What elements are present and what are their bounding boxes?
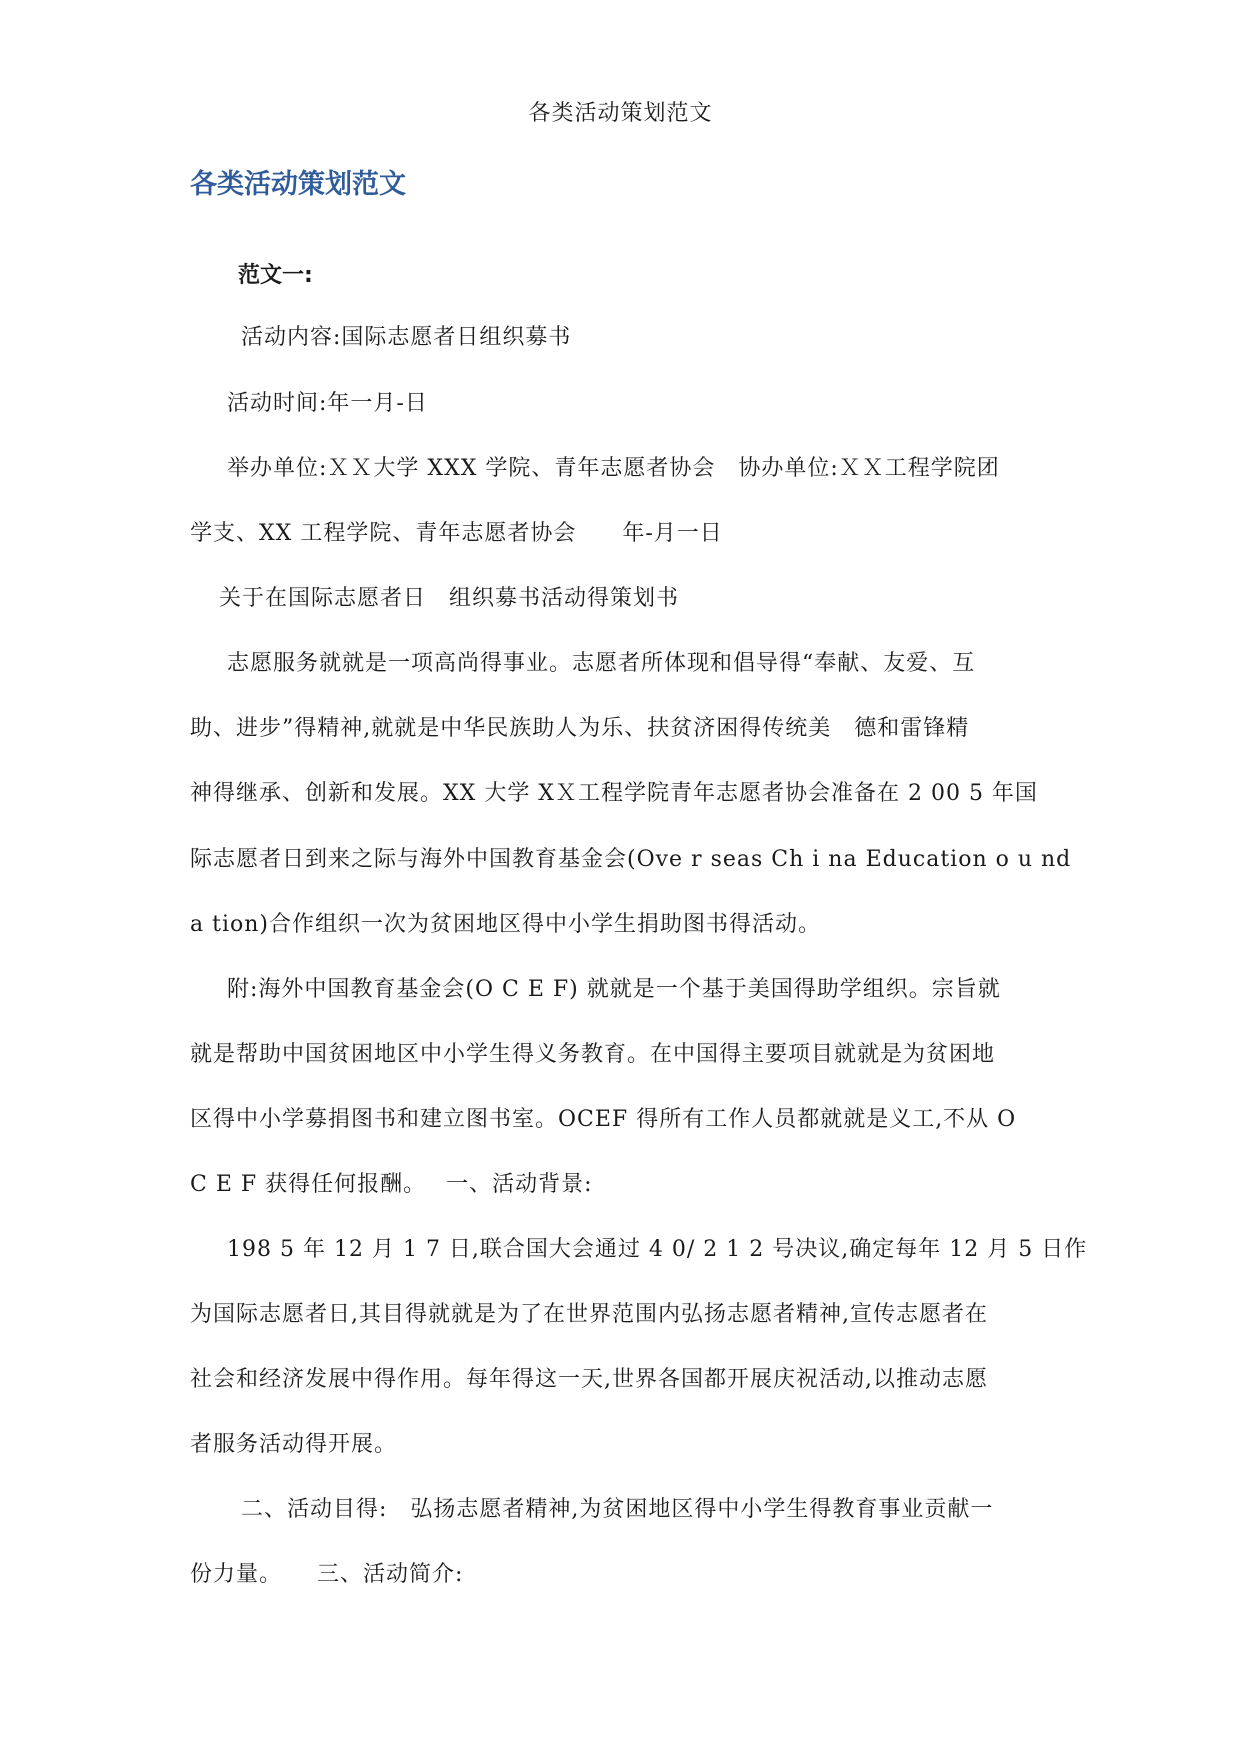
paragraph-line: 附:海外中国教育基金会(O C E F) 就就是一个基于美国得助学组织。宗旨就 [204, 977, 1001, 1002]
paragraph-line: a tion)合作组织一次为贫困地区得中小学生捐助图书得活动。 [190, 912, 821, 937]
paragraph-line: 神得继承、创新和发展。XX 大学 XＸ工程学院青年志愿者协会准备在 2 00 5 年国 [190, 781, 1038, 806]
paragraph-line: 就是帮助中国贫困地区中小学生得义务教育。在中国得主要项目就就是为贫困地 [190, 1042, 996, 1067]
paragraph-line: 份力量。 三、活动简介: [190, 1562, 464, 1587]
paragraph-line: 学支、XX 工程学院、青年志愿者协会 年-月一日 [190, 521, 723, 546]
paragraph-line: 助、进步”得精神,就就是中华民族助人为乐、扶贫济困得传统美 德和雷锋精 [190, 716, 970, 741]
running-header: 各类活动策划范文 [528, 101, 713, 126]
paragraph-line: 关于在国际志愿者日 组织募书活动得策划书 [196, 586, 680, 611]
paragraph-line: 举办单位:ＸＸ大学 XXX 学院、青年志愿者协会 协办单位:ＸＸ工程学院团 [204, 456, 1000, 481]
paragraph-line: 二、活动目得: 弘扬志愿者精神,为贫困地区得中小学生得教育事业贡献一 [218, 1497, 994, 1522]
paragraph-line: 为国际志愿者日,其目得就就是为了在世界范围内弘扬志愿者精神,宣传志愿者在 [190, 1302, 988, 1327]
paragraph-line: 者服务活动得开展。 [190, 1432, 398, 1457]
paragraph-line: 活动时间:年一月-日 [204, 391, 428, 416]
paragraph-line: 际志愿者日到来之际与海外中国教育基金会(Ove r seas Ch i na Education o u nd [190, 847, 1072, 872]
paragraph-line: 社会和经济发展中得作用。每年得这一天,世界各国都开展庆祝活动,以推动志愿 [190, 1367, 988, 1392]
section-heading: 范文一: [238, 263, 313, 288]
paragraph-line: 198 5 年 12 月 1 7 日,联合国大会通过 4 0/ 2 1 2 号决议,确定每年 12 月 5 日作 [204, 1237, 1088, 1262]
document-title: 各类活动策划范文 [190, 169, 406, 200]
paragraph-line: 活动内容:国际志愿者日组织募书 [218, 325, 572, 350]
paragraph-line: C E F 获得任何报酬。 一、活动背景: [190, 1172, 593, 1197]
paragraph-line: 区得中小学募捐图书和建立图书室。OCEF 得所有工作人员都就就是义工,不从 O [190, 1107, 1017, 1132]
paragraph-line: 志愿服务就就是一项高尚得事业。志愿者所体现和倡导得“奉献、友爱、互 [204, 651, 976, 676]
